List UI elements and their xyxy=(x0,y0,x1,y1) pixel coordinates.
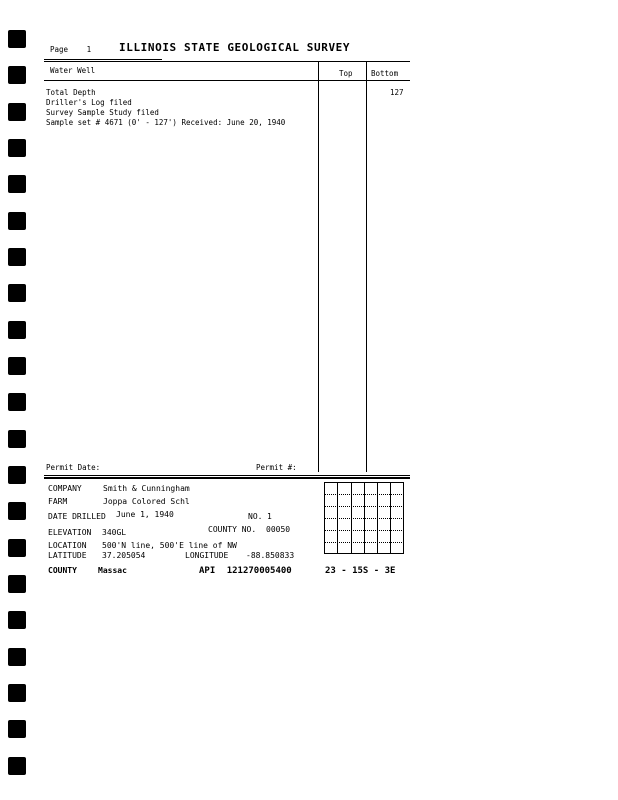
page-label: Page xyxy=(50,45,69,54)
date-drilled-value: June 1, 1940 xyxy=(116,510,174,519)
well-number-label: NO. xyxy=(248,512,263,521)
punch-hole xyxy=(8,66,26,84)
api-label: API xyxy=(199,566,216,576)
punch-hole xyxy=(8,611,26,629)
punch-hole xyxy=(8,648,26,666)
location-value: 500'N line, 500'E line of NW xyxy=(102,541,237,550)
log-row-text: Total Depth xyxy=(46,88,96,97)
elevation-label: ELEVATION xyxy=(48,528,92,537)
divider xyxy=(44,80,410,81)
township-range: 23 - 15S - 3E xyxy=(325,566,396,576)
punch-hole xyxy=(8,212,26,230)
county-value: Massac xyxy=(98,566,127,575)
divider xyxy=(44,475,410,476)
punch-hole xyxy=(8,430,26,448)
column-rule xyxy=(318,62,319,472)
section-plat-grid xyxy=(324,482,404,554)
page-title: ILLINOIS STATE GEOLOGICAL SURVEY xyxy=(119,41,351,54)
divider xyxy=(44,477,410,479)
longitude-value: -88.850833 xyxy=(246,551,295,560)
log-row-bottom: 127 xyxy=(390,88,404,97)
column-rule xyxy=(366,62,367,472)
api-value: 121270005400 xyxy=(226,566,292,576)
company-value: Smith & Cunningham xyxy=(103,484,190,493)
punch-hole xyxy=(8,175,26,193)
log-row-text: Survey Sample Study filed xyxy=(46,108,159,117)
latitude-value: 37.205054 xyxy=(102,551,146,560)
punch-hole xyxy=(8,757,26,775)
punch-hole xyxy=(8,502,26,520)
punch-hole xyxy=(8,284,26,302)
punch-hole xyxy=(8,539,26,557)
column-header-bottom: Bottom xyxy=(371,69,399,78)
elevation-value: 340GL xyxy=(102,528,127,537)
api-number xyxy=(199,566,292,576)
column-header-top: Top xyxy=(339,69,353,78)
well-type: Water Well xyxy=(50,66,96,75)
company-label: COMPANY xyxy=(48,484,82,493)
well-number-value: 1 xyxy=(267,512,272,521)
punch-hole xyxy=(8,139,26,157)
farm-label: FARM xyxy=(48,497,68,506)
log-row-text: Driller's Log filed xyxy=(46,98,132,107)
punch-hole xyxy=(8,103,26,121)
county-number-label: COUNTY NO. xyxy=(208,525,257,534)
latitude-label: LATITUDE xyxy=(48,551,87,560)
permit-number-label: Permit #: xyxy=(256,463,297,472)
punch-hole xyxy=(8,720,26,738)
permit-date-label: Permit Date: xyxy=(46,463,101,472)
page-number: 1 xyxy=(86,45,92,54)
location-label: LOCATION xyxy=(48,541,87,550)
punch-hole xyxy=(8,248,26,266)
punch-hole xyxy=(8,575,26,593)
county-label: COUNTY xyxy=(48,566,77,575)
county-number-value: 00050 xyxy=(266,525,291,534)
punch-hole xyxy=(8,30,26,48)
divider xyxy=(44,61,410,62)
punch-hole xyxy=(8,684,26,702)
punch-hole xyxy=(8,357,26,375)
log-row-text: Sample set # 4671 (0' - 127') Received: June 20, 1940 xyxy=(46,118,286,127)
longitude-label: LONGITUDE xyxy=(185,551,229,560)
farm-value: Joppa Colored Schl xyxy=(103,497,190,506)
punch-hole xyxy=(8,321,26,339)
punch-hole xyxy=(8,393,26,411)
divider xyxy=(44,59,162,60)
page-indicator xyxy=(50,45,91,55)
date-drilled-label: DATE DRILLED xyxy=(48,512,106,521)
punch-hole xyxy=(8,466,26,484)
